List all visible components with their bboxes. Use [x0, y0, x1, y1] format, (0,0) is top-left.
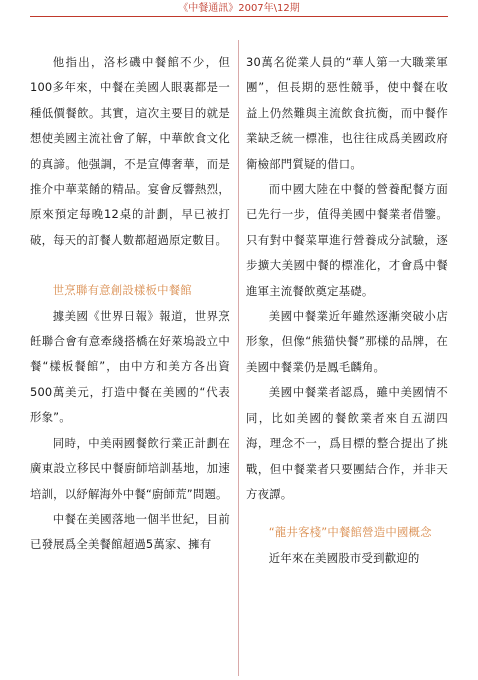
header-rule	[30, 16, 448, 17]
left-paragraph-4: 中餐在美國落地一個半世紀，目前已發展爲全美餐館超過5萬家、擁有	[30, 511, 230, 552]
right-paragraph-1-continued: 30萬名從業人員的“華人第一大職業軍團”，但長期的惡性競爭，使中餐在收益上仍然難與主流飲食抗衡，而中餐作業缺乏統一標准，也往往成爲美國政府衛檢部門質疑的借口。	[246, 55, 448, 171]
right-paragraph-3: 美國中餐業近年雖然逐漸突破小店形象，但像“熊猫快餐”那樣的品牌，在美國中餐業仍是鳳毛麟角。	[246, 309, 448, 374]
left-column	[30, 50, 230, 558]
left-paragraph-2: 據美國《世界日報》報道，世界烹飪聯合會有意牽綫搭橋在好萊塢設立中餐“樣板餐館”，由中方和美方各出資500萬美元，打造中餐在美國的“代表形象”。	[30, 308, 230, 425]
right-paragraph-4: 美國中餐業者認爲，雖中美國情不同，比如美國的餐飲業者來自五湖四海，理念不一，爲目標的整合提出了挑戰，但中餐業者只要團結合作，并非天方夜譚。	[246, 385, 448, 501]
left-paragraph-1: 他指出，洛杉磯中餐館不少，但100多年來，中餐在美國人眼裏都是一種低價餐飲。其實，這次主要目的就是想使美國主流社會了解，中華飲食文化的真諦。他强調，不是宣傳奢華，而是推介中華菜餚的精品。宴會反響熱烈，原來預定每晚12桌的計劃，早已被打破，每天的訂餐人數都超過原定數目。	[30, 55, 230, 247]
left-paragraph-3: 同時，中美兩國餐飲行業正計劃在廣東設立移民中餐廚師培訓基地，加速培訓，以紓解海外中餐“廚師荒”問題。	[30, 435, 230, 501]
section-title-model-restaurant: 世烹聯有意創設樣板中餐館	[52, 283, 192, 298]
right-column	[246, 50, 448, 571]
right-paragraph-2: 而中國大陸在中餐的營養配餐方面已先行一步，值得美國中餐業者借鑒。只有對中餐菜單進行營養成分試驗，逐步擴大美國中餐的標准化，才會爲中餐進軍主流餐飲奠定基礎。	[246, 182, 448, 298]
section-title-longjing-inn: “龍井客棧”中餐館營造中國概念	[268, 525, 432, 540]
column-divider	[238, 40, 239, 676]
issue-header: 《中餐通訊》2007年\12期	[178, 3, 300, 14]
right-paragraph-5: 近年來在美國股市受到歡迎的	[268, 550, 420, 565]
